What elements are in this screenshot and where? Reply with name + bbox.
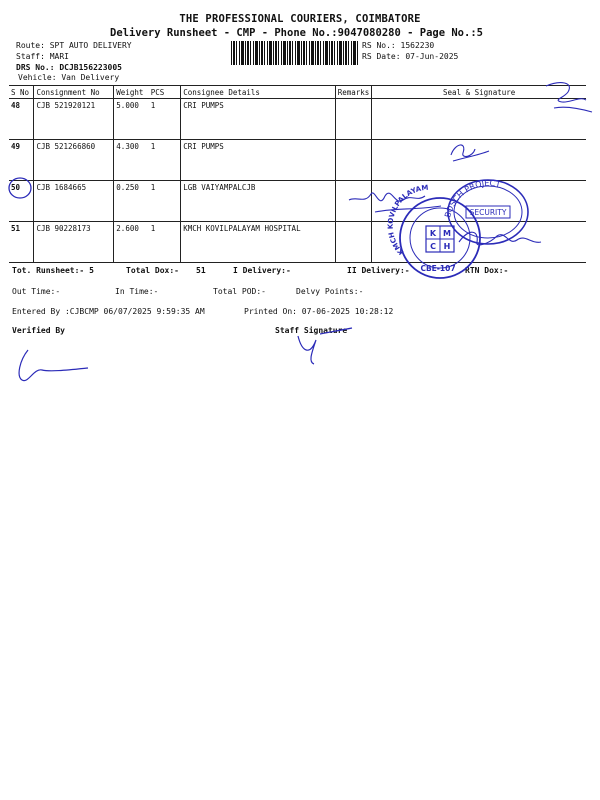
col-header: PCS (149, 86, 181, 99)
circle-mark-icon (6, 175, 36, 203)
route-label: Route: SPT AUTO DELIVERY (16, 41, 132, 50)
verifier-signature-scribble (14, 346, 94, 386)
total-pod: Total POD:- (213, 287, 266, 296)
printed-on: Printed On: 07-06-2025 10:28:12 (244, 307, 394, 316)
rs-number: RS No.: 1562230 (362, 41, 435, 50)
stamp-letter-c: C (430, 242, 436, 251)
i-delivery: I Delivery:- (233, 266, 291, 275)
in-time: In Time:- (115, 287, 159, 296)
entered-by: Entered By :CJBCMP 06/07/2025 9:59:35 AM (12, 307, 205, 316)
cell-pcs: 1 (149, 222, 181, 263)
cell-weight: 0.250 (114, 181, 149, 222)
hospital-seal-stamp (386, 162, 532, 278)
verified-by: Verified By (12, 326, 65, 335)
cell-consignee: CRI PUMPS (181, 99, 336, 140)
cell-consignment: CJB 90228173 (34, 222, 114, 263)
stamp-letter-k: K (429, 229, 437, 238)
cell-weight: 5.000 (114, 99, 149, 140)
vehicle-label: Vehicle: Van Delivery (18, 73, 120, 82)
cell-consignment: CJB 521266860 (34, 140, 114, 181)
cell-remarks (335, 140, 372, 181)
col-header: Consignment No (34, 86, 114, 99)
cell-pcs: 1 (149, 181, 181, 222)
total-dox-label: Total Dox:- (126, 266, 179, 275)
drs-number: DRS No.: DCJB156223005 (16, 63, 122, 72)
col-header: Remarks (335, 86, 372, 99)
total-runsheet: Tot. Runsheet:- 5 (12, 266, 94, 275)
cell-remarks (335, 99, 372, 140)
rs-date: RS Date: 07-Jun-2025 (362, 52, 459, 61)
stamp-top-text: BOSCH PROJECT (443, 178, 502, 219)
cell-pcs: 1 (149, 99, 181, 140)
cell-consignee: KMCH KOVILPALAYAM HOSPITAL (181, 222, 336, 263)
out-time: Out Time:- (12, 287, 61, 296)
col-header: S No (9, 86, 34, 99)
cell-weight: 4.300 (114, 140, 149, 181)
cell-weight: 2.600 (114, 222, 149, 263)
cell-sno: 49 (9, 140, 34, 181)
delvy-points: Delvy Points:- (296, 287, 364, 296)
table-header-row (9, 86, 586, 99)
col-header: Weight (114, 86, 149, 99)
stamp-bottom-text: CBE-107 (420, 264, 456, 273)
cell-sno: 51 (9, 222, 34, 263)
stamp-letter-h: H (443, 242, 451, 251)
ii-delivery: II Delivery:- (347, 266, 410, 275)
cell-sno: 48 (9, 99, 34, 140)
stamp-ring-text: KMCH KOVILPALAYAM HOSPITAL (386, 162, 432, 257)
company-title: THE PROFESSIONAL COURIERS, COIMBATORE (179, 13, 421, 25)
staff-signature-scribble (290, 322, 360, 367)
stamp-letter-m: M (443, 229, 451, 238)
cell-consignee: LGB VAIYAMPALCJB (181, 181, 336, 222)
cell-consignee: CRI PUMPS (181, 140, 336, 181)
staff-label: Staff: MARI (16, 52, 69, 61)
cell-remarks (335, 222, 372, 263)
staff-signature-label: Staff Signature (275, 326, 348, 335)
cell-sno: 50 (9, 181, 34, 222)
svg-text:KMCH KOVILPALAYAM HOSPITAL (387, 162, 431, 256)
stamp-center-text: SECURITY (469, 208, 507, 217)
rtn-dox: RTN Dox:- (465, 266, 509, 275)
col-header: Consignee Details (181, 86, 336, 99)
total-dox-value: 51 (196, 266, 206, 275)
signature-scribble-2 (445, 135, 525, 165)
col-header: Seal & Signature (372, 86, 586, 99)
cell-pcs: 1 (149, 140, 181, 181)
barcode (231, 41, 359, 65)
table-row (9, 99, 586, 140)
cell-consignment: CJB 1684665 (34, 181, 114, 222)
runsheet-subtitle: Delivery Runsheet - CMP - Phone No.:9047080280 - Page No.:5 (110, 27, 483, 39)
signature-scribble-1 (540, 78, 600, 118)
cell-consignment: CJB 521920121 (34, 99, 114, 140)
